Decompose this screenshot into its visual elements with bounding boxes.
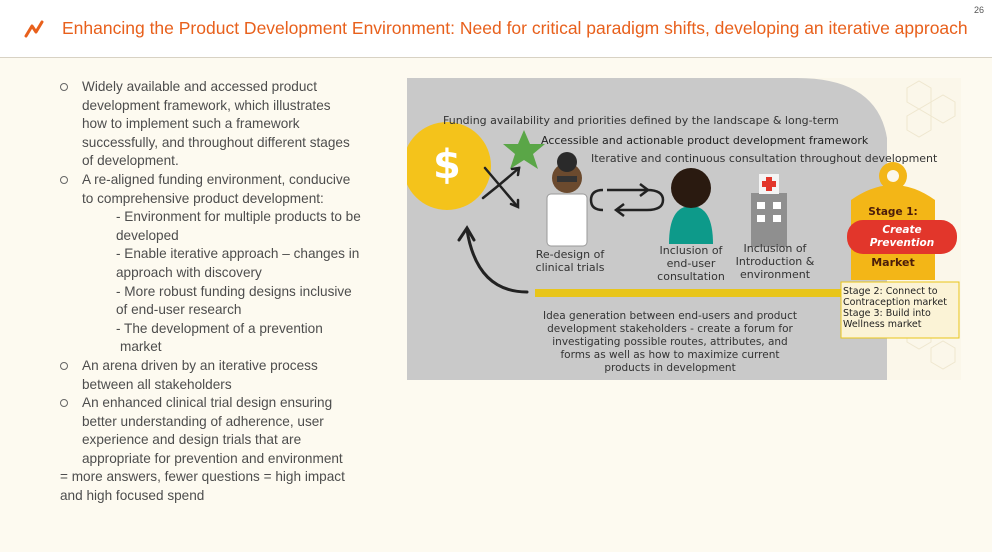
page-number: 26 — [973, 5, 984, 15]
framework-caption: Accessible and actionable product development framework — [541, 134, 869, 147]
bullet-item — [60, 171, 405, 208]
summary-line: and high focused spend — [60, 488, 205, 504]
redesign-line: clinical trials — [535, 261, 605, 274]
idea-line: development stakeholders - create a forum for — [547, 323, 793, 335]
introduction-label — [733, 242, 817, 281]
bullet-text: experience and design trials that are — [82, 432, 302, 448]
inclusion-line: Inclusion of — [659, 244, 723, 257]
introduction-line: Introduction & — [735, 255, 815, 268]
inclusion-line: consultation — [657, 270, 725, 283]
framework-infographic — [407, 78, 961, 380]
stage-note-line: Contraception market — [843, 297, 947, 308]
idea-line: forms as well as how to maximize current — [560, 349, 780, 361]
funding-caption: Funding availability and priorities defined by the landscape & long-term — [443, 114, 839, 127]
stage-notes — [843, 286, 947, 330]
sub-bullet-text: - Enable iterative approach – changes in — [116, 246, 360, 262]
bullet-text: of development. — [82, 153, 179, 169]
sub-bullet-text: of end-user research — [116, 302, 242, 318]
slide-header — [0, 0, 992, 58]
sub-bullet-item — [60, 208, 405, 245]
bullet-text: how to implement such a framework — [82, 116, 300, 132]
bullet-text: development framework, which illustrates — [82, 97, 331, 113]
bullet-text: successfully, and throughout different stages — [82, 134, 350, 150]
bullet-text: An enhanced clinical trial design ensuring — [82, 395, 333, 411]
idea-line: investigating possible routes, attributes, and — [552, 336, 788, 348]
stage-note-line: Wellness market — [843, 319, 922, 330]
redesign-line: Re-design of — [535, 248, 605, 261]
sub-bullet-item — [60, 245, 405, 282]
bullet-text: better understanding of adherence, user — [82, 413, 324, 429]
stage-note-line: Stage 3: Build into — [843, 308, 931, 319]
bullet-text: to comprehensive product development: — [82, 190, 324, 206]
stage1-market: Market — [871, 256, 915, 269]
stage1-prevention: Prevention — [869, 237, 935, 249]
idea-generation-caption — [517, 310, 823, 375]
sub-bullet-text: approach with discovery — [116, 264, 262, 280]
bullet-text: between all stakeholders — [82, 376, 232, 392]
bullet-item — [60, 394, 405, 468]
bullet-text: appropriate for prevention and environment — [82, 450, 343, 466]
inclusion-line: end-user — [666, 257, 716, 270]
redesign-label — [525, 248, 615, 274]
consultation-caption: Iterative and continuous consultation throughout development — [591, 152, 938, 165]
sub-bullet-text: - The development of a prevention — [116, 320, 323, 336]
idea-line: Idea generation between end-users and product — [543, 310, 797, 322]
slide-title: Enhancing the Product Development Environment: Need for critical paradigm shifts, developing an iterative approach — [62, 18, 968, 38]
summary-text — [60, 468, 405, 505]
sub-bullet-text: - More robust funding designs inclusive — [116, 283, 352, 299]
bullet-text: An arena driven by an iterative process — [82, 357, 318, 373]
bullet-item — [60, 357, 405, 394]
bullet-text: Widely available and accessed product — [82, 79, 318, 94]
introduction-line: environment — [739, 268, 811, 281]
stage1-title: Stage 1: — [868, 206, 918, 218]
orange-wave-logo-icon — [24, 20, 46, 38]
sub-bullet-text: market — [120, 339, 162, 355]
idea-bar — [535, 289, 841, 297]
sub-bullet-text: - Environment for multiple products to be — [116, 209, 361, 225]
summary-line: = more answers, fewer questions = high impact — [60, 469, 345, 485]
bullet-list — [60, 78, 405, 506]
sub-bullet-item — [60, 320, 405, 357]
sub-bullet-text: developed — [116, 227, 179, 243]
stage1-create: Create — [882, 224, 922, 236]
stage-note-line: Stage 2: Connect to — [843, 286, 938, 297]
circle-bullet-icon — [60, 362, 68, 370]
circle-bullet-icon — [60, 399, 68, 407]
circle-bullet-icon — [60, 83, 68, 91]
bullet-text: A re-aligned funding environment, conducive — [82, 171, 351, 187]
inclusion-label — [649, 244, 733, 283]
idea-line: products in development — [604, 362, 736, 374]
bullet-item — [60, 78, 405, 171]
sub-bullet-item — [60, 283, 405, 320]
introduction-line: Inclusion of — [743, 242, 807, 255]
circle-bullet-icon — [60, 176, 68, 184]
dollar-sign: $ — [433, 142, 461, 188]
